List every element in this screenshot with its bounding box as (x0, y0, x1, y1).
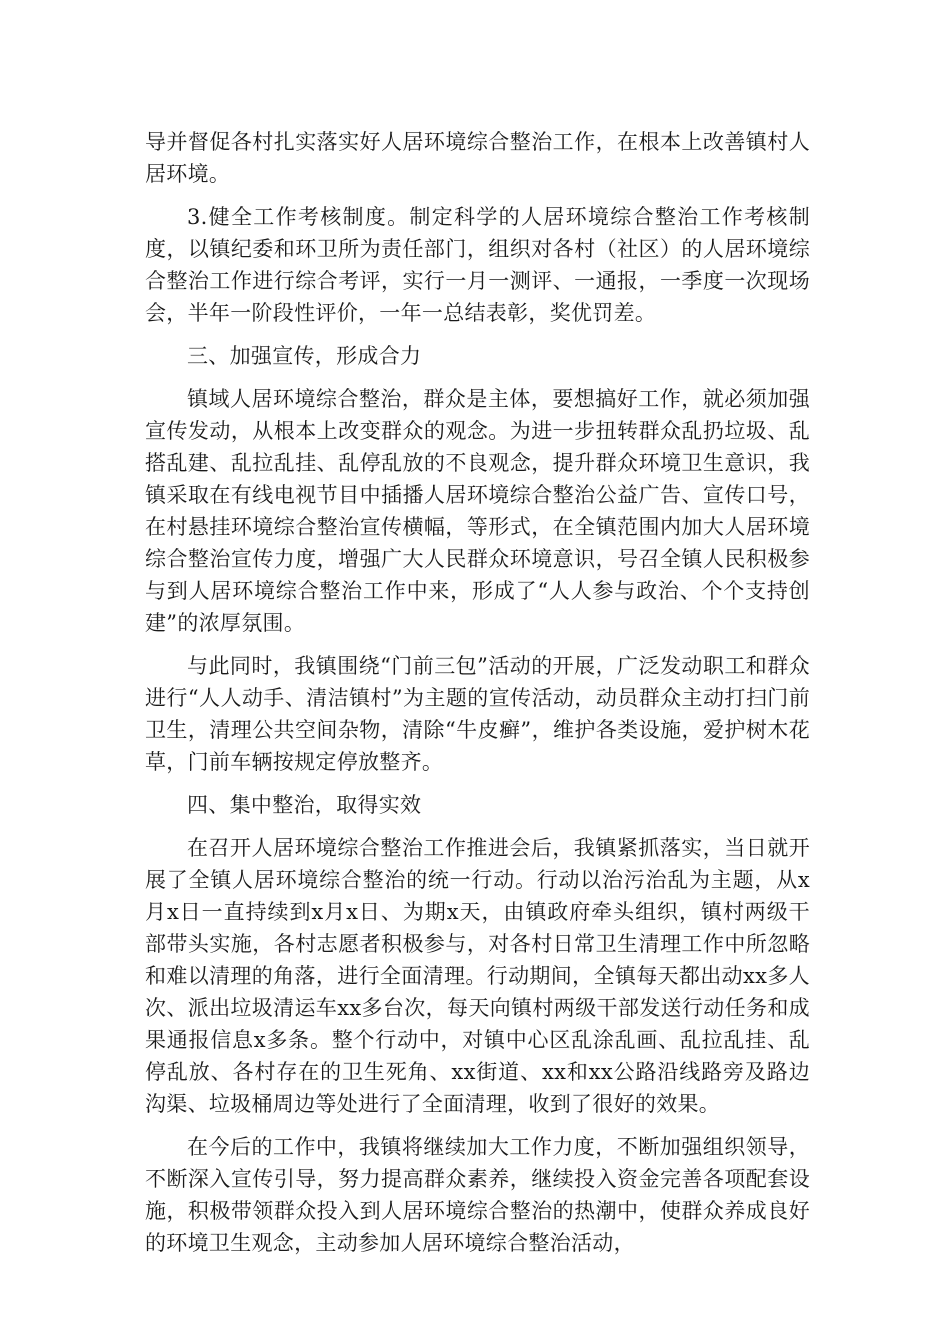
section-heading-rectification: 四、集中整治，取得实效 (187, 793, 422, 817)
paragraph-three-guarantees: 与此同时，我镇围绕“门前三包”活动的开展，广泛发动职工和群众进行“人人动手、清洁镇村”为主题的宣传活动，动员群众主动打扫门前卫生，清理公共空间杂物，清除“牛皮癣”，维护各类设施，爱护树木花草，门前车辆按规定停放整齐。 (145, 654, 810, 774)
paragraph-continuation: 导并督促各村扎实落实好人居环境综合整治工作，在根本上改善镇村人居环境。 (145, 130, 810, 186)
paragraph-future-work: 在今后的工作中，我镇将继续加大工作力度，不断加强组织领导，不断深入宣传引导，努力提高群众素养，继续投入资金完善各项配套设施，积极带领群众投入到人居环境综合整治的热潮中，使群众养成良好的环境卫生观念，主动参加人居环境综合整治活动， (145, 1135, 810, 1255)
section-heading-publicity: 三、加强宣传，形成合力 (187, 344, 422, 368)
paragraph-assessment-system: 3.健全工作考核制度。制定科学的人居环境综合整治工作考核制度，以镇纪委和环卫所为责任部门，组织对各村（社区）的人居环境综合整治工作进行综合考评，实行一月一测评、一通报，一季度一次现场会，半年一阶段性评价，一年一总结表彰，奖优罚差。 (145, 205, 810, 325)
paragraph-rectification-action: 在召开人居环境综合整治工作推进会后，我镇紧抓落实，当日就开展了全镇人居环境综合整治的统一行动。行动以治污治乱为主题，从x月x日一直持续到x月x日、为期x天，由镇政府牵头组织，镇村两级干部带头实施，各村志愿者积极参与，对各村日常卫生清理工作中所忽略和难以清理的角落，进行全面清理。行动期间，全镇每天都出动xx多人次、派出垃圾清运车xx多台次，每天向镇村两级干部发送行动任务和成果通报信息x多条。整个行动中，对镇中心区乱涂乱画、乱拉乱挂、乱停乱放、各村存在的卫生死角、xx街道、xx和xx公路沿线路旁及路边沟渠、垃圾桶周边等处进行了全面清理，收到了很好的效果。 (145, 836, 810, 1116)
document-body (145, 126, 810, 1270)
paragraph-publicity: 镇域人居环境综合整治，群众是主体，要想搞好工作，就必须加强宣传发动，从根本上改变群众的观念。为进一步扭转群众乱扔垃圾、乱搭乱建、乱拉乱挂、乱停乱放的不良观念，提升群众环境卫生意识，我镇采取在有线电视节目中插播人居环境综合整治公益广告、宣传口号，在村悬挂环境综合整治宣传横幅，等形式，在全镇范围内加大人居环境综合整治宣传力度，增强广大人民群众环境意识，号召全镇人民积极参与到人居环境综合整治工作中来，形成了“人人参与政治、个个支持创建”的浓厚氛围。 (145, 387, 810, 635)
